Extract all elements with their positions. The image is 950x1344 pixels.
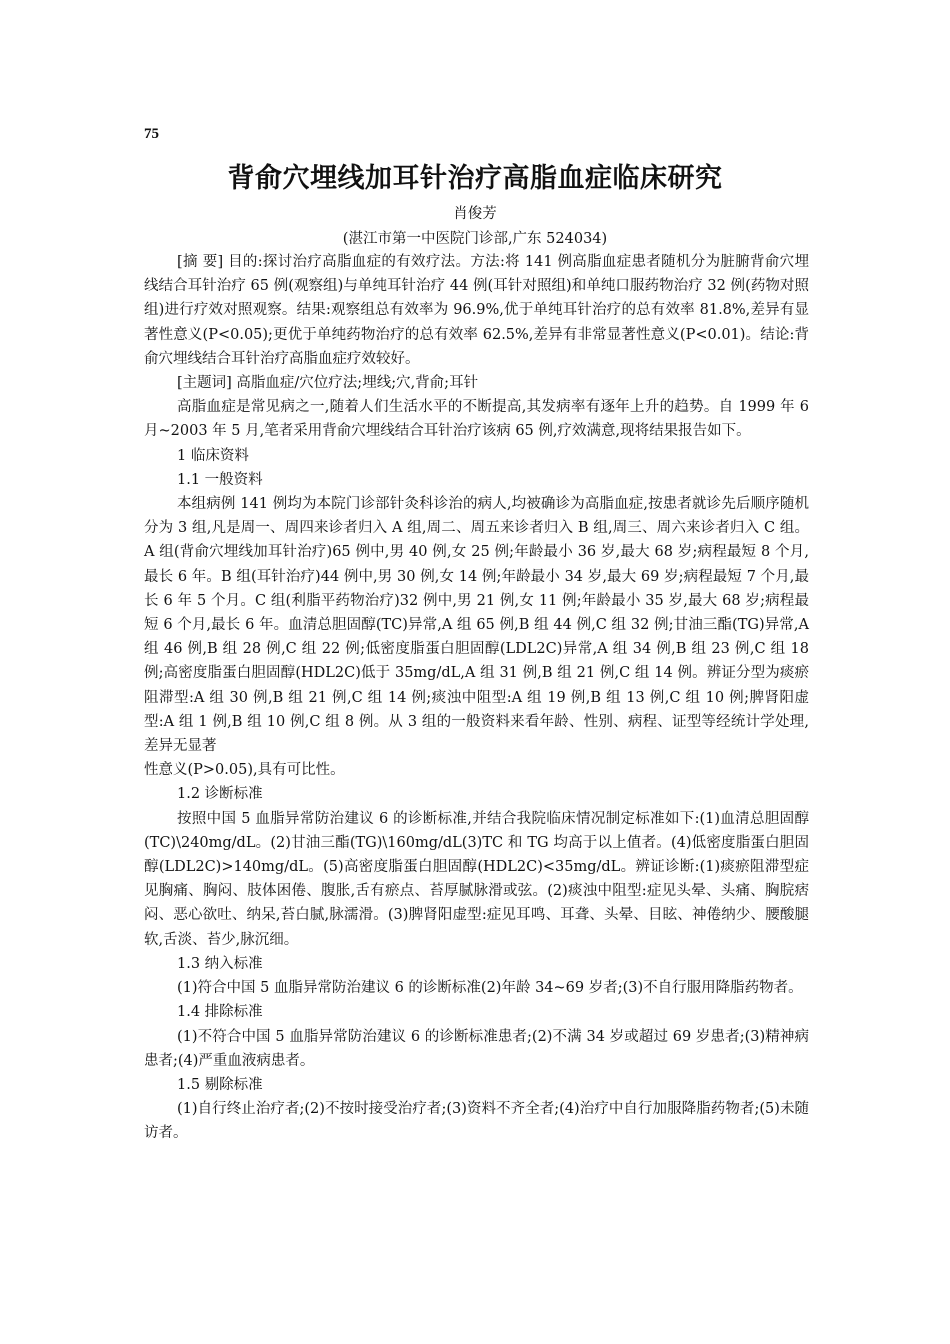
- keywords: [主题词] 高脂血症/穴位疗法;埋线;穴,背俞;耳针: [177, 375, 479, 392]
- author: 肖俊芳: [453, 206, 497, 222]
- diagnostic-criteria-paragraph: 按照中国 5 血脂异常防治建议 6 的诊断标准,并结合我院临床情况制定标准如下:(1)血清总胆固醇(TC)\240mg/dL。(2)甘油三酯(TG)\160mg/dL(3)TC 和 TG 均高于以上值者。(4)低密度脂蛋白胆固醇(LDL2C)>140mg/dL。(5)高密度脂蛋白胆固醇(HDL2C)<35mg/dL。辨证诊断:(1)痰瘀阻滞型症见胸痛、胸闷、肢体困倦、腹胀,舌有瘀点、苔厚腻脉滑或弦。(2)痰浊中阻型:症见头晕、头痛、胸脘痞闷、恶心欲吐、纳呆,苔白腻,脉濡滑。(3)脾肾阳虚型:症见耳鸣、耳聋、头晕、目眩、神倦纳少、腰酸腿软,舌淡、苔少,脉沉细。: [144, 810, 809, 948]
- exclusion-criteria-paragraph: (1)不符合中国 5 血脂异常防治建议 6 的诊断标准患者;(2)不满 34 岁或超过 69 岁患者;(3)精神病患者;(4)严重血液病患者。: [144, 1028, 809, 1069]
- section-heading-1-1: 1.1 一般资料: [177, 471, 263, 488]
- section-heading-1-5: 1.5 剔除标准: [177, 1076, 263, 1093]
- general-data-paragraph: 本组病例 141 例均为本院门诊部针灸科诊治的病人,均被确诊为高脂血症,按患者就诊先后顺序随机分为 3 组,凡是周一、周四来诊者归入 A 组,周二、周五来诊者归入 B 组,周三、周六来诊者归入 C 组。A 组(背俞穴埋线加耳针治疗)65 例中,男 40 例,女 25 例;年龄最小 36 岁,最大 68 岁;病程最短 8 个月,最长 6 年。B 组(耳针治疗)44 例中,男 30 例,女 14 例;年龄最小 34 岁,最大 69 岁;病程最短 7 个月,最长 6 年 5 个月。C 组(利脂平药物治疗)32 例中,男 21 例,女 11 例;年龄最小 35 岁,最大 68 岁;病程最短 6 个月,最长 6 年。血清总胆固醇(TC)异常,A 组 65 例,B 组 44 例,C 组 32 例;甘油三酯(TG)异常,A 组 46 例,B 组 28 例,C 组 22 例;低密度脂蛋白胆固醇(LDL2C)异常,A 组 34 例,B 组 23 例,C 组 18 例;高密度脂蛋白胆固醇(HDL2C)低于 35mg/dL,A 组 31 例,B 组 21 例,C 组 14 例。辨证分型为痰瘀阻滞型:A 组 30 例,B 组 21 例,C 组 14 例;痰浊中阻型:A 组 19 例,B 组 13 例,C 组 10 例;脾肾阳虚型:A 组 1 例,B 组 10 例,C 组 8 例。从 3 组的一般资料来看年龄、性别、病程、证型等经统计学处理,差异无显著: [144, 496, 809, 755]
- introduction-paragraph: 高脂血症是常见病之一,随着人们生活水平的不断提高,其发病率有逐年上升的趋势。自 1999 年 6 月~2003 年 5 月,笔者采用背俞穴埋线结合耳针治疗该病 65 例,疗效满意,现将结果报告如下。: [144, 399, 809, 440]
- section-heading-1-2: 1.2 诊断标准: [177, 786, 263, 803]
- article-body: [144, 250, 809, 1146]
- section-heading-1-3: 1.3 纳入标准: [177, 955, 263, 972]
- abstract: [摘 要] 目的:探讨治疗高脂血症的有效疗法。方法:将 141 例高脂血症患者随机分为脏腑背俞穴埋线结合耳针治疗 65 例(观察组)与单纯耳针治疗 44 例(耳针对照组)和单纯口服药物治疗 32 例(药物对照组)进行疗效对照观察。结果:观察组总有效率为 96.9%,优于单纯耳针治疗的总有效率 81.8%,差异有显著性意义(P<0.05);更优于单纯药物治疗的总有效率 62.5%,差异有非常显著性意义(P<0.01)。结论:背俞穴埋线结合耳针治疗高脂血症疗效较好。: [144, 254, 809, 367]
- page-number: 75: [144, 126, 159, 142]
- paper-title: 背俞穴埋线加耳针治疗高脂血症临床研究: [227, 163, 723, 194]
- section-heading-1-4: 1.4 排除标准: [177, 1004, 263, 1021]
- section-heading-1: 1 临床资料: [177, 447, 249, 464]
- inclusion-criteria-paragraph: (1)符合中国 5 血脂异常防治建议 6 的诊断标准(2)年龄 34~69 岁者;(3)不自行服用降脂药物者。: [177, 980, 803, 997]
- elimination-criteria-paragraph: (1)自行终止治疗者;(2)不按时接受治疗者;(3)资料不齐全者;(4)治疗中自行加服降脂药物者;(5)未随访者。: [144, 1101, 809, 1142]
- general-data-paragraph-end: 性意义(P>0.05),具有可比性。: [144, 762, 345, 779]
- affiliation: (湛江市第一中医院门诊部,广东 524034): [342, 231, 608, 247]
